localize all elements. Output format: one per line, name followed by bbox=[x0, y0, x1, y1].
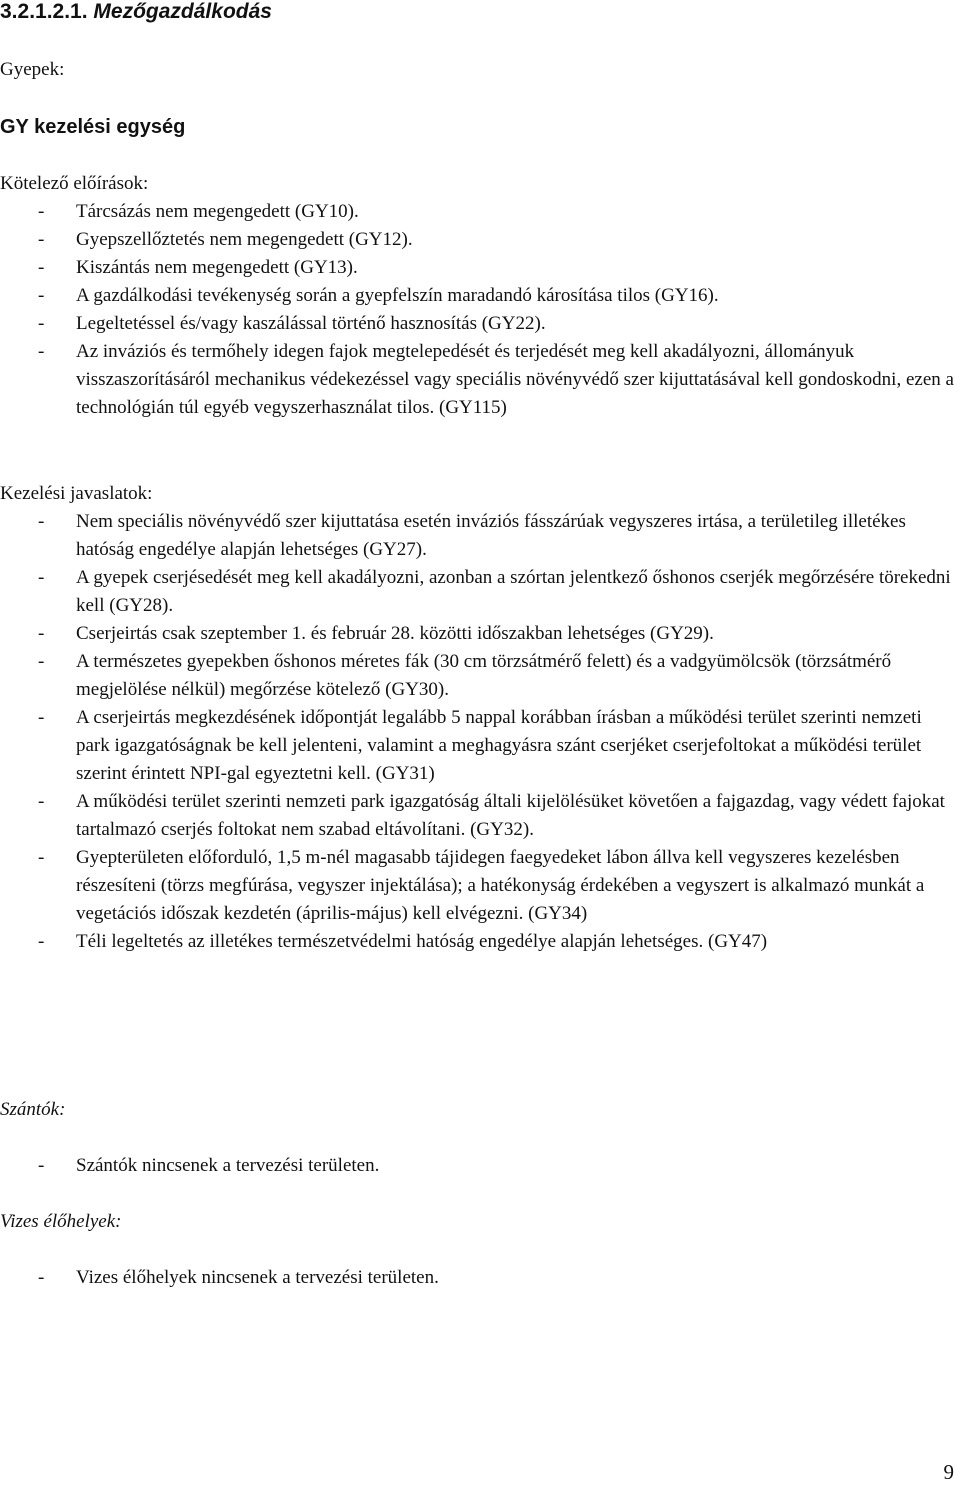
bullet-dash: - bbox=[38, 201, 45, 222]
list-item bbox=[0, 310, 960, 338]
bullet-dash: - bbox=[38, 623, 45, 644]
list-item bbox=[0, 338, 960, 422]
list-item-text: A cserjeirtás megkezdésének időpontját legalább 5 nappal korábban írásban a működési terület szerinti nemzeti park igazgatóságnak be kell jelenteni, valamint a meghagyásra szánt cserjéket cserjefoltokat a működési terület szerint érintett NPI-gal egyeztetni kell. (GY31) bbox=[76, 707, 922, 784]
list-item-text: Gyepszellőztetés nem megengedett (GY12). bbox=[76, 229, 413, 250]
list-item bbox=[0, 226, 960, 254]
section-heading bbox=[0, 0, 272, 26]
bullet-dash: - bbox=[38, 791, 45, 812]
wetlands-label: Vizes élőhelyek: bbox=[0, 1211, 122, 1232]
bullet-dash: - bbox=[38, 707, 45, 728]
list-item-text: Téli legeltetés az illetékes természetvédelmi hatóság engedélye alapján lehetséges. (GY47) bbox=[76, 931, 768, 952]
list-item-text: A gyepek cserjésedését meg kell akadályozni, azonban a szórtan jelentkező őshonos cserjék megőrzésére törekedni kell (GY28). bbox=[76, 567, 951, 616]
list-item-text: Legeltetéssel és/vagy kaszálással történő hasznosítás (GY22). bbox=[76, 313, 546, 334]
unit-title: GY kezelési egység bbox=[0, 116, 186, 138]
mandatory-label: Kötelező előírások: bbox=[0, 173, 149, 194]
section-number: 3.2.1.2.1. bbox=[0, 0, 88, 23]
section-title: Mezőgazdálkodás bbox=[93, 0, 272, 23]
recommendations-label: Kezelési javaslatok: bbox=[0, 483, 153, 504]
arable-list bbox=[0, 1152, 960, 1180]
list-item bbox=[0, 620, 960, 648]
list-item-text: A természetes gyepekben őshonos méretes fák (30 cm törzsátmérő felett) és a vadgyümölcsök (törzsátmérő megjelölése nélkül) megőrzése kötelező (GY30). bbox=[76, 651, 892, 700]
arable-label: Szántók: bbox=[0, 1099, 66, 1120]
list-item bbox=[0, 648, 960, 704]
list-item bbox=[0, 928, 960, 956]
bullet-dash: - bbox=[38, 651, 45, 672]
bullet-dash: - bbox=[38, 931, 45, 952]
bullet-dash: - bbox=[38, 285, 45, 306]
list-item bbox=[0, 1152, 960, 1180]
list-item bbox=[0, 508, 960, 564]
recommendations-list bbox=[0, 508, 960, 956]
list-item-text: Vizes élőhelyek nincsenek a tervezési területen. bbox=[76, 1267, 439, 1288]
bullet-dash: - bbox=[38, 341, 45, 362]
mandatory-list bbox=[0, 198, 960, 422]
list-item bbox=[0, 198, 960, 226]
bullet-dash: - bbox=[38, 313, 45, 334]
page-number: 9 bbox=[943, 1460, 954, 1484]
list-item-text: Kiszántás nem megengedett (GY13). bbox=[76, 257, 358, 278]
bullet-dash: - bbox=[38, 847, 45, 868]
list-item-text: Az inváziós és termőhely idegen fajok megtelepedését és terjedését meg kell akadályozni, állományuk visszaszorításáról mechanikus védekezéssel vagy speciális növényvédő szer kijuttatásával kell gondoskodni, ezen a technológián túl egyéb vegyszerhasználat tilos. (GY115) bbox=[76, 341, 954, 418]
list-item bbox=[0, 844, 960, 928]
bullet-dash: - bbox=[38, 567, 45, 588]
bullet-dash: - bbox=[38, 1267, 45, 1288]
list-item bbox=[0, 254, 960, 282]
list-item-text: Nem speciális növényvédő szer kijuttatása esetén inváziós fásszárúak vegyszeres irtása, a területileg illetékes hatóság engedélye alapján lehetséges (GY27). bbox=[76, 511, 906, 560]
list-item-text: A működési terület szerinti nemzeti park igazgatóság általi kijelölésüket követően a fajgazdag, vagy védett fajokat tartalmazó cserjés foltokat nem szabad eltávolítani. (GY32). bbox=[76, 791, 945, 840]
list-item-text: Tárcsázás nem megengedett (GY10). bbox=[76, 201, 359, 222]
list-item bbox=[0, 788, 960, 844]
wetlands-list bbox=[0, 1264, 960, 1292]
bullet-dash: - bbox=[38, 511, 45, 532]
list-item bbox=[0, 1264, 960, 1292]
list-item-text: Szántók nincsenek a tervezési területen. bbox=[76, 1155, 380, 1176]
grasslands-label: Gyepek: bbox=[0, 59, 65, 80]
list-item bbox=[0, 564, 960, 620]
bullet-dash: - bbox=[38, 1155, 45, 1176]
list-item bbox=[0, 704, 960, 788]
bullet-dash: - bbox=[38, 229, 45, 250]
list-item-text: Cserjeirtás csak szeptember 1. és február 28. közötti időszakban lehetséges (GY29). bbox=[76, 623, 714, 644]
list-item-text: Gyepterületen előforduló, 1,5 m-nél magasabb tájidegen faegyedeket lábon állva kell vegyszeres kezelésben részesíteni (törzs megfúrása, vegyszer injektálása); a hatékonyság érdekében a vegyszert is alkalmazó munkát a vegetációs időszak kezdetén (április-május) kell elvégezni. (GY34) bbox=[76, 847, 925, 924]
list-item-text: A gazdálkodási tevékenység során a gyepfelszín maradandó károsítása tilos (GY16). bbox=[76, 285, 719, 306]
bullet-dash: - bbox=[38, 257, 45, 278]
list-item bbox=[0, 282, 960, 310]
